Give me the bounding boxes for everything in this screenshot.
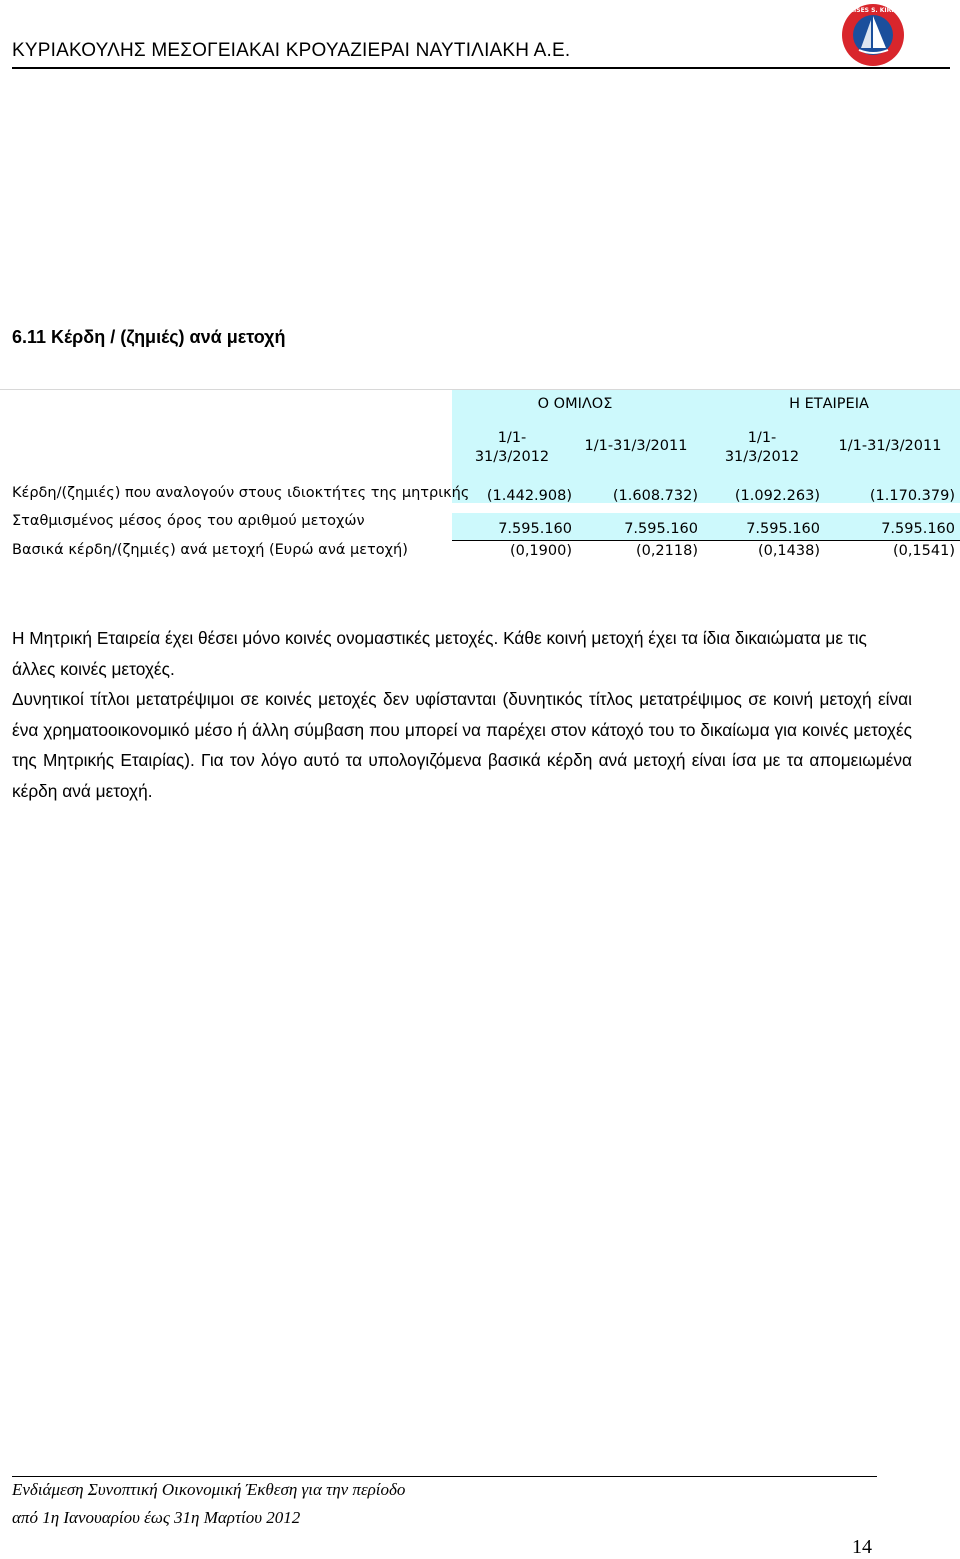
table-cell: 7.595.160	[498, 521, 572, 537]
page-number: 14	[852, 1536, 872, 1558]
table-cell: (0,1541)	[892, 543, 955, 559]
table-cell: (0,1438)	[757, 543, 820, 559]
period-header-company-2011: 1/1-31/3/2011	[838, 438, 942, 454]
header-company-name: ΚΥΡΙΑΚΟΥΛΗΣ ΜΕΣΟΓΕΙΑΚΑΙ ΚΡΟΥΑΖΙΕΡΑΙ ΝΑΥΤΙΛΙΑΚΗ Α.Ε.	[12, 40, 571, 61]
table-cell: (1.442.908)	[486, 488, 572, 504]
table-cell: (0,2118)	[635, 543, 698, 559]
eps-table	[0, 389, 960, 563]
table-cell: 7.595.160	[746, 521, 820, 537]
footer-report-period: από 1η Ιανουαρίου έως 31η Μαρτίου 2012	[12, 1508, 301, 1527]
row-label-shares: Σταθμισμένος μέσος όρος του αριθμού μετοχών	[12, 513, 365, 529]
company-logo	[823, 2, 923, 68]
footer-rule	[12, 1476, 877, 1477]
company-header: Η ΕΤΑΙΡΕΙΑ	[789, 396, 869, 412]
row-label-profit: Κέρδη/(ζημιές) που αναλογούν στους ιδιοκτήτες της μητρικής	[12, 485, 470, 501]
table-cell: (1.092.263)	[734, 488, 820, 504]
header-rule	[12, 67, 950, 69]
period-header-group-2012: 1/1- 31/3/2012	[474, 430, 550, 465]
totals-underline	[452, 540, 960, 541]
table-cell: (1.608.732)	[612, 488, 698, 504]
period-header-company-2012: 1/1- 31/3/2012	[724, 430, 800, 465]
footer-report-title: Ενδιάμεση Συνοπτική Οικονομική Έκθεση για την περίοδο	[12, 1480, 406, 1499]
group-header: Ο ΟΜΙΛΟΣ	[537, 396, 613, 412]
body-paragraph-1: Η Μητρική Εταιρεία έχει θέσει μόνο κοινές ονομαστικές μετοχές. Κάθε κοινή μετοχή έχει τα ίδια δικαιώματα με τις άλλες κοινές μετοχές.	[12, 628, 867, 679]
table-cell: 7.595.160	[624, 521, 698, 537]
period-header-group-2011: 1/1-31/3/2011	[584, 438, 688, 454]
body-paragraph-2: Δυνητικοί τίτλοι μετατρέψιμοι σε κοινές μετοχές δεν υφίστανται (δυνητικός τίτλος μετατρέψιμος σε κοινή μετοχή είναι ένα χρηματοοικονομικό μέσο ή άλλη σύμβαση που μπορεί να παρέχει στον κάτοχό του το δικαίωμα για κοινές μετοχές της Μητρικής Εταιρίας). Για τον λόγο αυτό τα υπολογιζόμενα βασικά κέρδη ανά μετοχή είναι ίσα με τα απομειωμένα κέρδη ανά μετοχή.	[12, 689, 912, 801]
table-cell: 7.595.160	[881, 521, 955, 537]
table-cell: (0,1900)	[509, 543, 572, 559]
svg-text:ENTERPRISES S. KIRIACOULIS: ENTERPRISES S. KIRIACOULIS	[823, 7, 923, 14]
section-heading: 6.11 Κέρδη / (ζημιές) ανά μετοχή	[12, 327, 286, 347]
row-label-eps: Βασικά κέρδη/(ζημιές) ανά μετοχή (Ευρώ ανά μετοχή)	[12, 542, 408, 558]
table-cell: (1.170.379)	[869, 488, 955, 504]
